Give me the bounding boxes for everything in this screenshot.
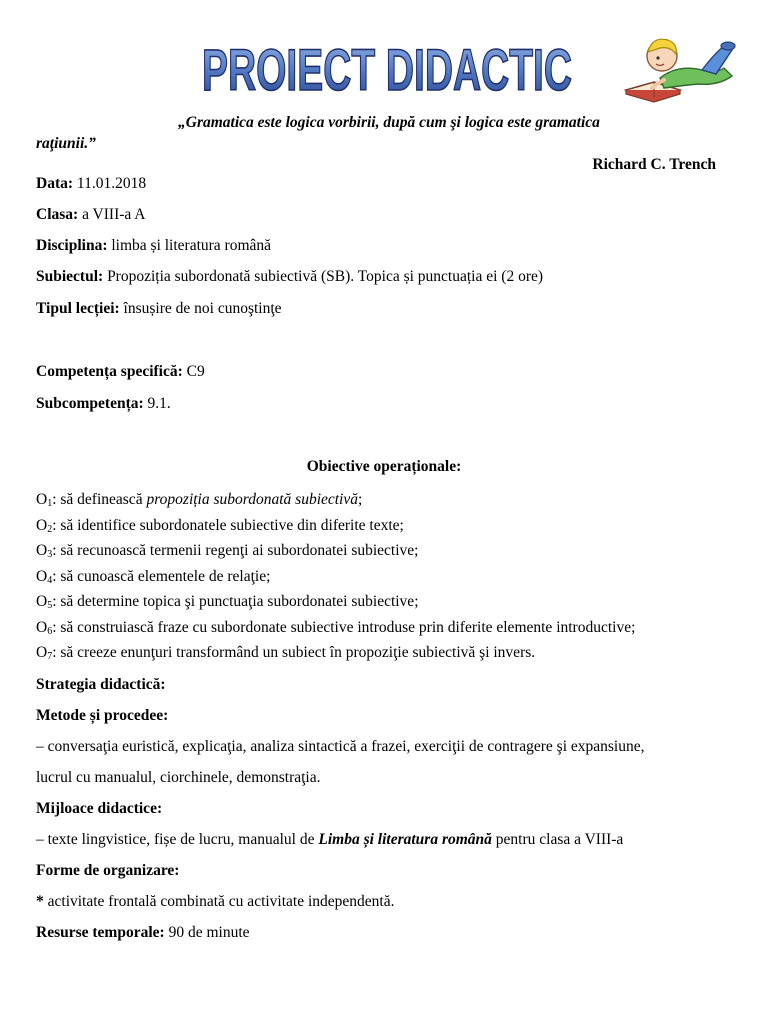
tipul-value: însușire de noi cunoştinţe [119, 300, 282, 317]
mijloace-text: – texte lingvistice, fișe de lucru, manualul de Limba și literatura română pentru clasa a VIII-a [36, 831, 624, 848]
title-wordart [198, 28, 576, 103]
competenta-value: C9 [182, 363, 205, 380]
tipul-label: Tipul lecției: [36, 300, 120, 317]
forme-text: * activitate frontală combinată cu activitate independentă. [36, 893, 395, 910]
textbook-title: Limba și literatura română [318, 831, 492, 848]
data-value: 11.01.2018 [73, 175, 147, 192]
info-clasa [36, 206, 146, 224]
resurse-label: Resurse temporale: [36, 924, 165, 941]
mijloace-heading: Mijloace didactice: [36, 800, 163, 817]
objective-item: $O_5$: să determine topica şi punctuaţia subordonatei subiective; [36, 593, 419, 611]
disciplina-label: Disciplina: [36, 237, 108, 254]
clasa-value: a VIII-a A [78, 206, 146, 223]
metode-heading: Metode și procedee: [36, 707, 169, 724]
strategy-heading: Strategia didactică: [36, 676, 166, 693]
objective-item: $O_1$: să definească propoziția subordonată subiectivă; [36, 491, 363, 509]
resurse-temporale [36, 924, 250, 942]
objective-item: $O_4$: să cunoască elementele de relaţie; [36, 567, 271, 586]
info-tipul-lectiei [36, 300, 282, 318]
subcompetenta-label: Subcompetența: [36, 395, 144, 412]
objectives-list [36, 489, 635, 668]
subiectul-label: Subiectul: [36, 268, 104, 285]
motto-quote-line1: „Gramatica este logica vorbirii, după cum şi logica este gramatica [178, 114, 600, 131]
objective-item: $O_6$: să construiască fraze cu subordonate subiective introduse prin diferite elemente introductive; [36, 618, 636, 637]
clasa-label: Clasa: [36, 206, 79, 223]
info-data [36, 175, 146, 193]
objectives-heading: Obiective operaționale: [306, 458, 462, 475]
info-competenta [36, 363, 205, 381]
info-disciplina [36, 237, 271, 255]
title-text: PROIECT DIDACTIC [202, 38, 572, 103]
forme-heading: Forme de organizare: [36, 862, 180, 879]
competenta-label: Competența specifică: [36, 363, 183, 380]
info-subiectul [36, 268, 543, 286]
metode-line1: – conversaţia euristică, explicaţia, analiza sintactică a frazei, exerciţii de contragere şi expansiune, [36, 738, 645, 755]
disciplina-value: limba și literatura română [107, 237, 272, 254]
child-reading-clipart [620, 24, 740, 104]
subcompetenta-value: 9.1. [143, 395, 171, 412]
subiectul-value: Propoziția subordonată subiectivă (SB). Topica și punctuația ei (2 ore) [103, 268, 544, 285]
motto-author: Richard C. Trench [592, 156, 716, 173]
objective-item: $O_7$: să creeze enunţuri transformând un subiect în propoziţie subiectivă şi invers. [36, 644, 536, 662]
data-label: Data: [36, 175, 74, 192]
metode-line2: lucrul cu manualul, ciorchinele, demonstraţia. [36, 769, 321, 786]
objective-item: $O_2$: să identifice subordonatele subiective din diferite texte; [36, 516, 404, 535]
resurse-value: 90 de minute [164, 924, 250, 941]
info-subcompetenta [36, 395, 171, 413]
child-reading-icon [620, 24, 740, 104]
motto-quote-line2: raţiunii.” [36, 135, 96, 152]
document-title [198, 28, 576, 103]
objective-item: $O_3$: să recunoască termenii regenţi ai subordonatei subiective; [36, 542, 419, 560]
